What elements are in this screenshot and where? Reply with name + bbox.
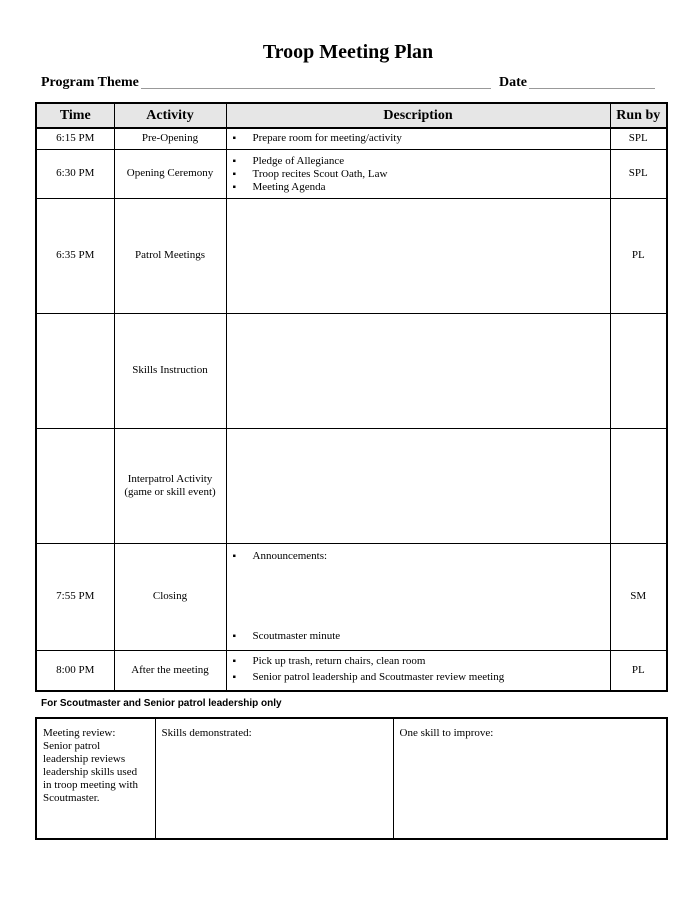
table-row bbox=[36, 428, 667, 543]
skill-to-improve-label: One skill to improve: bbox=[399, 727, 494, 739]
skills-demonstrated-cell[interactable] bbox=[155, 718, 393, 839]
activity-subline: (game or skill event) bbox=[124, 485, 216, 498]
run-by-cell: PL bbox=[610, 198, 667, 313]
date-label: Date bbox=[499, 75, 527, 90]
time-cell bbox=[36, 313, 114, 428]
review-text-line: Meeting review: bbox=[43, 727, 116, 739]
bullet-item: ▪ Pledge of Allegiance bbox=[227, 155, 610, 168]
time-cell: 6:30 PM bbox=[36, 149, 114, 198]
col-header-run-by: Run by bbox=[610, 103, 667, 128]
activity-cell: Patrol Meetings bbox=[114, 198, 226, 313]
bullet-item: ▪ Prepare room for meeting/activity bbox=[227, 132, 610, 145]
review-row bbox=[36, 718, 667, 839]
run-by-cell: SPL bbox=[610, 149, 667, 198]
table-row bbox=[36, 543, 667, 650]
review-text-line: leadership skills used bbox=[43, 766, 138, 778]
meeting-review-cell bbox=[36, 718, 155, 839]
run-by-cell: SPL bbox=[610, 128, 667, 149]
table-row bbox=[36, 128, 667, 149]
time-cell: 6:15 PM bbox=[36, 128, 114, 149]
skill-to-improve-cell[interactable] bbox=[393, 718, 667, 839]
bullet-item: ▪ Announcements: bbox=[227, 550, 610, 563]
program-theme-field[interactable] bbox=[141, 88, 491, 89]
time-cell: 8:00 PM bbox=[36, 650, 114, 691]
page-title: Troop Meeting Plan bbox=[262, 41, 434, 63]
program-theme-label: Program Theme bbox=[41, 75, 139, 90]
description-cell bbox=[226, 149, 610, 198]
time-cell: 7:55 PM bbox=[36, 543, 114, 650]
table-header-row bbox=[36, 103, 667, 128]
activity-cell: Skills Instruction bbox=[114, 313, 226, 428]
date-field[interactable] bbox=[529, 88, 655, 89]
bullet-item: ▪ Pick up trash, return chairs, clean room bbox=[227, 655, 610, 668]
run-by-cell: SM bbox=[610, 543, 667, 650]
description-cell[interactable] bbox=[226, 428, 610, 543]
activity-cell: Opening Ceremony bbox=[114, 149, 226, 198]
activity-cell bbox=[114, 428, 226, 543]
run-by-cell bbox=[610, 313, 667, 428]
run-by-cell: PL bbox=[610, 650, 667, 691]
description-cell bbox=[226, 543, 610, 650]
review-text-line: leadership reviews bbox=[43, 753, 126, 765]
description-cell[interactable] bbox=[226, 313, 610, 428]
activity-line: Interpatrol Activity bbox=[127, 472, 213, 485]
skills-demonstrated-label: Skills demonstrated: bbox=[161, 727, 252, 739]
col-header-activity: Activity bbox=[114, 103, 226, 128]
review-text-line: in troop meeting with bbox=[43, 779, 139, 791]
run-by-cell bbox=[610, 428, 667, 543]
col-header-description: Description bbox=[226, 103, 610, 128]
time-cell bbox=[36, 428, 114, 543]
bullet-item: ▪ Meeting Agenda bbox=[227, 181, 610, 194]
table-row bbox=[36, 149, 667, 198]
leadership-note: For Scoutmaster and Senior patrol leadership only bbox=[41, 698, 282, 709]
table-row bbox=[36, 313, 667, 428]
table-row bbox=[36, 650, 667, 691]
meeting-plan-table bbox=[35, 102, 668, 692]
activity-cell: Pre-Opening bbox=[114, 128, 226, 149]
review-text-line: Senior patrol bbox=[43, 740, 101, 752]
description-cell bbox=[226, 650, 610, 691]
description-cell[interactable] bbox=[226, 198, 610, 313]
bullet-item: ▪ Senior patrol leadership and Scoutmaster review meeting bbox=[227, 671, 610, 684]
description-cell bbox=[226, 128, 610, 149]
table-row bbox=[36, 198, 667, 313]
col-header-time: Time bbox=[36, 103, 114, 128]
bullet-item: ▪ Troop recites Scout Oath, Law bbox=[227, 168, 610, 181]
review-text-line: Scoutmaster. bbox=[43, 792, 100, 804]
review-table bbox=[35, 717, 668, 840]
bullet-item: ▪ Scoutmaster minute bbox=[227, 630, 610, 643]
activity-cell: After the meeting bbox=[114, 650, 226, 691]
time-cell: 6:35 PM bbox=[36, 198, 114, 313]
activity-cell: Closing bbox=[114, 543, 226, 650]
